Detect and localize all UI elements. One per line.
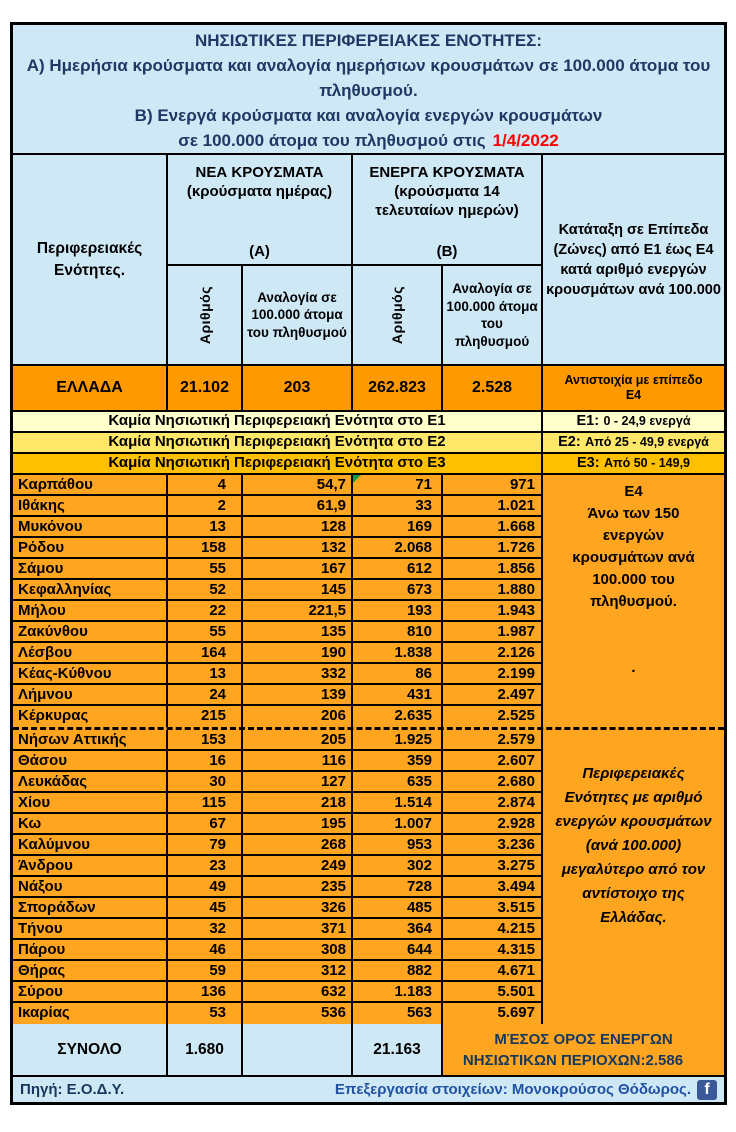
zone-e1-label: Ε1: 0 - 24,9 ενεργά: [576, 413, 691, 429]
active-cases-value: 635: [353, 772, 443, 793]
active-cases-subtitle: (κρούσματα 14 τελευταίων ημερών): [375, 183, 519, 219]
active-ratio-value: 2.525: [443, 706, 543, 727]
region-name: Σποράδων: [13, 898, 168, 919]
new-ratio-value: 139: [243, 685, 353, 706]
table-header: [13, 155, 724, 366]
new-cases-value: 158: [168, 538, 243, 559]
region-name: Πάρου: [13, 940, 168, 961]
greece-active-ratio: 2.528: [443, 366, 543, 410]
region-name: Μήλου: [13, 601, 168, 622]
active-cases-value: 193: [353, 601, 443, 622]
active-cases-value: 1.007: [353, 814, 443, 835]
zone-e1-message: Καμία Νησιωτική Περιφερειακή Ενότητα στο Ε1: [13, 412, 543, 431]
new-ratio-value: 536: [243, 1003, 353, 1024]
active-cases-value: 33: [353, 496, 443, 517]
header-active-number: Αριθμός: [353, 266, 443, 364]
credit-text: Επεξεργασία στοιχείων: Μονοκρούσος Θόδωρος.: [334, 1081, 691, 1098]
active-ratio-value: 1.943: [443, 601, 543, 622]
new-ratio-value: 632: [243, 982, 353, 1003]
active-ratio-value: 5.501: [443, 982, 543, 1003]
new-ratio-value: 61,9: [243, 496, 353, 517]
region-name: Ιθάκης: [13, 496, 168, 517]
region-name: Λέσβου: [13, 643, 168, 664]
active-cases-value: 728: [353, 877, 443, 898]
active-cases-value: 1.183: [353, 982, 443, 1003]
active-ratio-value: 1.856: [443, 559, 543, 580]
region-name: Νάξου: [13, 877, 168, 898]
e4-zone-note: [543, 475, 724, 727]
cell-flag-icon: [353, 475, 361, 483]
facebook-icon[interactable]: f: [697, 1080, 717, 1100]
greece-row: [13, 366, 724, 412]
title-block: [13, 25, 724, 155]
active-cases-value: 1.838: [353, 643, 443, 664]
subtitle-a: Α) Ημερήσια κρούσματα και αναλογία ημερήσιων κρουσμάτων σε 100.000 άτομα του πληθυσμού.: [26, 56, 711, 100]
active-ratio-value: 3.515: [443, 898, 543, 919]
active-cases-value: 485: [353, 898, 443, 919]
region-name: Σύρου: [13, 982, 168, 1003]
active-cases-value: 364: [353, 919, 443, 940]
region-name: Ικαρίας: [13, 1003, 168, 1024]
new-ratio-value: 371: [243, 919, 353, 940]
active-ratio-value: 1.021: [443, 496, 543, 517]
new-cases-value: 23: [168, 856, 243, 877]
source-text: Πηγή: Ε.Ο.Δ.Υ.: [20, 1081, 125, 1098]
zone-e2-message: Καμία Νησιωτική Περιφερειακή Ενότητα στο Ε2: [13, 433, 543, 452]
total-new-cases: 1.680: [168, 1024, 243, 1075]
new-cases-value: 4: [168, 475, 243, 496]
region-name: Κέρκυρας: [13, 706, 168, 727]
new-cases-subtitle: (κρούσματα ημέρας): [186, 183, 333, 200]
region-name: Θήρας: [13, 961, 168, 982]
header-active-cases-title: [353, 155, 543, 266]
new-ratio-value: 249: [243, 856, 353, 877]
active-ratio-value: 4.315: [443, 940, 543, 961]
active-ratio-value: 2.497: [443, 685, 543, 706]
region-name: Λευκάδας: [13, 772, 168, 793]
active-ratio-value: 1.987: [443, 622, 543, 643]
new-cases-title: ΝΕΑ ΚΡΟΥΣΜΑΤΑ: [195, 164, 324, 181]
new-cases-tag: (Α): [249, 243, 270, 260]
new-ratio-value: 218: [243, 793, 353, 814]
active-ratio-value: 3.236: [443, 835, 543, 856]
new-cases-value: 79: [168, 835, 243, 856]
new-cases-value: 153: [168, 730, 243, 751]
total-active-cases: 21.163: [353, 1024, 443, 1075]
new-ratio-value: 116: [243, 751, 353, 772]
new-ratio-value: 235: [243, 877, 353, 898]
active-cases-value: 169: [353, 517, 443, 538]
total-empty-cell: [243, 1024, 353, 1075]
region-name: Σάμου: [13, 559, 168, 580]
new-cases-value: 24: [168, 685, 243, 706]
total-row: [13, 1024, 724, 1075]
active-ratio-value: 2.928: [443, 814, 543, 835]
new-ratio-value: 268: [243, 835, 353, 856]
region-name: Νήσων Αττικής: [13, 730, 168, 751]
active-cases-value: 953: [353, 835, 443, 856]
new-cases-value: 30: [168, 772, 243, 793]
active-ratio-value: 2.607: [443, 751, 543, 772]
active-cases-value: 431: [353, 685, 443, 706]
new-ratio-value: 221,5: [243, 601, 353, 622]
new-ratio-value: 145: [243, 580, 353, 601]
region-name: Κεφαλληνίας: [13, 580, 168, 601]
active-ratio-value: 2.874: [443, 793, 543, 814]
footer: [13, 1075, 724, 1102]
new-cases-value: 67: [168, 814, 243, 835]
region-name: Θάσου: [13, 751, 168, 772]
new-ratio-value: 167: [243, 559, 353, 580]
header-group-new-cases: [168, 155, 353, 364]
header-group-active-cases: [353, 155, 543, 364]
zone-e2-label: Ε2: Από 25 - 49,9 ενεργά: [558, 434, 709, 450]
active-ratio-value: 2.579: [443, 730, 543, 751]
new-ratio-value: 190: [243, 643, 353, 664]
active-ratio-value: 4.215: [443, 919, 543, 940]
new-cases-value: 13: [168, 517, 243, 538]
active-ratio-value: 971: [443, 475, 543, 496]
new-cases-value: 2: [168, 496, 243, 517]
new-ratio-value: 132: [243, 538, 353, 559]
e4-zone-title: Ε4: [624, 483, 643, 500]
new-cases-value: 136: [168, 982, 243, 1003]
average-active-cell: [443, 1024, 724, 1075]
active-cases-title: ΕΝΕΡΓΑ ΚΡΟΥΣΜΑΤΑ: [369, 164, 525, 181]
active-cases-value: 2.068: [353, 538, 443, 559]
average-label-line2: ΝΗΣΙΩΤΙΚΩΝ ΠΕΡΙΟΧΩΝ:: [462, 1051, 646, 1069]
new-ratio-value: 326: [243, 898, 353, 919]
report-date: 1/4/2022: [492, 131, 559, 150]
active-cases-value: 563: [353, 1003, 443, 1024]
new-cases-value: 45: [168, 898, 243, 919]
header-rank: Κατάταξη σε Επίπεδα (Ζώνες) από Ε1 έως Ε4 κατά αριθμό ενεργών κρουσμάτων ανά 100.000: [546, 221, 721, 298]
new-cases-value: 13: [168, 664, 243, 685]
active-ratio-value: 1.668: [443, 517, 543, 538]
active-cases-value: 673: [353, 580, 443, 601]
active-cases-value: 810: [353, 622, 443, 643]
greece-new-cases: 21.102: [168, 366, 243, 410]
active-ratio-value: 4.671: [443, 961, 543, 982]
region-name: Άνδρου: [13, 856, 168, 877]
above-average-note: Περιφερειακές Ενότητες με αριθμό ενεργών κρουσμάτων (ανά 100.000) μεγαλύτερο από τον αντίστοιχο της Ελλάδας.: [555, 765, 712, 926]
active-ratio-value: 2.126: [443, 643, 543, 664]
new-cases-value: 53: [168, 1003, 243, 1024]
region-name: Ρόδου: [13, 538, 168, 559]
active-ratio-value: 2.199: [443, 664, 543, 685]
active-ratio-value: 1.726: [443, 538, 543, 559]
new-cases-value: 52: [168, 580, 243, 601]
date-prefix: σε 100.000 άτομα του πληθυσμού στις: [178, 131, 486, 150]
header-new-cases-title: [168, 155, 353, 266]
zone-e3-message: Καμία Νησιωτική Περιφερειακή Ενότητα στο Ε3: [13, 454, 543, 473]
region-name: Κέας-Κύθνου: [13, 664, 168, 685]
new-cases-value: 55: [168, 622, 243, 643]
active-cases-value: 302: [353, 856, 443, 877]
region-name: Καλύμνου: [13, 835, 168, 856]
greece-active-cases: 262.823: [353, 366, 443, 410]
active-cases-tag: (Β): [436, 243, 458, 260]
region-name: Μυκόνου: [13, 517, 168, 538]
zone-e3-label: Ε3: Από 50 - 149,9: [576, 455, 691, 471]
new-cases-value: 16: [168, 751, 243, 772]
average-value: 2.586: [645, 1051, 684, 1069]
e4-zone-dot: .: [631, 659, 636, 676]
subtitle-date-line: [13, 128, 724, 153]
active-cases-value: 612: [353, 559, 443, 580]
new-ratio-value: 127: [243, 772, 353, 793]
header-new-ratio: Αναλογία σε 100.000 άτομα του πληθυσμού: [243, 266, 353, 364]
new-ratio-value: 206: [243, 706, 353, 727]
header-active-ratio: Αναλογία σε 100.000 άτομα του πληθυσμού: [443, 266, 543, 364]
new-cases-value: 59: [168, 961, 243, 982]
subtitle-b: Β) Ενεργά κρούσματα και αναλογία ενεργών κρουσμάτων: [134, 106, 603, 125]
active-ratio-value: 1.880: [443, 580, 543, 601]
average-label-line1: ΜΈΣΟΣ ΟΡΟΣ ΕΝΕΡΓΩΝ: [494, 1030, 673, 1048]
active-cases-value: 1.925: [353, 730, 443, 751]
table-board: [10, 22, 727, 1105]
zone-row-e3: [13, 454, 724, 475]
new-ratio-value: 308: [243, 940, 353, 961]
island-rows-upper: [13, 475, 724, 730]
new-ratio-value: 195: [243, 814, 353, 835]
new-ratio-value: 312: [243, 961, 353, 982]
new-ratio-value: 54,7: [243, 475, 353, 496]
zone-row-e2: [13, 433, 724, 454]
active-cases-value: 644: [353, 940, 443, 961]
active-ratio-value: 3.275: [443, 856, 543, 877]
active-cases-value: 2.635: [353, 706, 443, 727]
region-name: Ζακύνθου: [13, 622, 168, 643]
island-rows-lower: [13, 730, 724, 1024]
greece-level-note: Αντιστοιχία με επίπεδο Ε4: [564, 373, 703, 402]
region-name: Τήνου: [13, 919, 168, 940]
active-cases-value: 359: [353, 751, 443, 772]
greece-new-ratio: 203: [243, 366, 353, 410]
header-new-number: Αριθμός: [168, 266, 243, 364]
new-cases-value: 55: [168, 559, 243, 580]
page-title: ΝΗΣΙΩΤΙΚΕΣ ΠΕΡΙΦΕΡΕΙΑΚΕΣ ΕΝΟΤΗΤΕΣ:: [194, 31, 543, 50]
active-cases-value: 882: [353, 961, 443, 982]
active-cases-value: 71: [353, 475, 443, 496]
region-name: Χίου: [13, 793, 168, 814]
new-ratio-value: 135: [243, 622, 353, 643]
new-ratio-value: 205: [243, 730, 353, 751]
active-cases-value: 86: [353, 664, 443, 685]
new-cases-value: 215: [168, 706, 243, 727]
e4-zone-text: Άνω των 150 ενεργών κρουσμάτων ανά 100.000 του πληθυσμού.: [572, 505, 695, 610]
greece-name: ΕΛΛΑΔΑ: [13, 366, 168, 410]
active-ratio-value: 3.494: [443, 877, 543, 898]
new-cases-value: 32: [168, 919, 243, 940]
active-ratio-value: 2.680: [443, 772, 543, 793]
new-ratio-value: 332: [243, 664, 353, 685]
new-ratio-value: 128: [243, 517, 353, 538]
new-cases-value: 49: [168, 877, 243, 898]
region-name: Λήμνου: [13, 685, 168, 706]
active-cases-value: 1.514: [353, 793, 443, 814]
region-name: Κω: [13, 814, 168, 835]
new-cases-value: 164: [168, 643, 243, 664]
active-ratio-value: 5.697: [443, 1003, 543, 1024]
new-cases-value: 22: [168, 601, 243, 622]
region-name: Καρπάθου: [13, 475, 168, 496]
zone-row-e1: [13, 412, 724, 433]
new-cases-value: 115: [168, 793, 243, 814]
total-label: ΣΥΝΟΛΟ: [13, 1024, 168, 1075]
new-cases-value: 46: [168, 940, 243, 961]
header-regions: Περιφερειακές Ενότητες.: [13, 155, 168, 364]
